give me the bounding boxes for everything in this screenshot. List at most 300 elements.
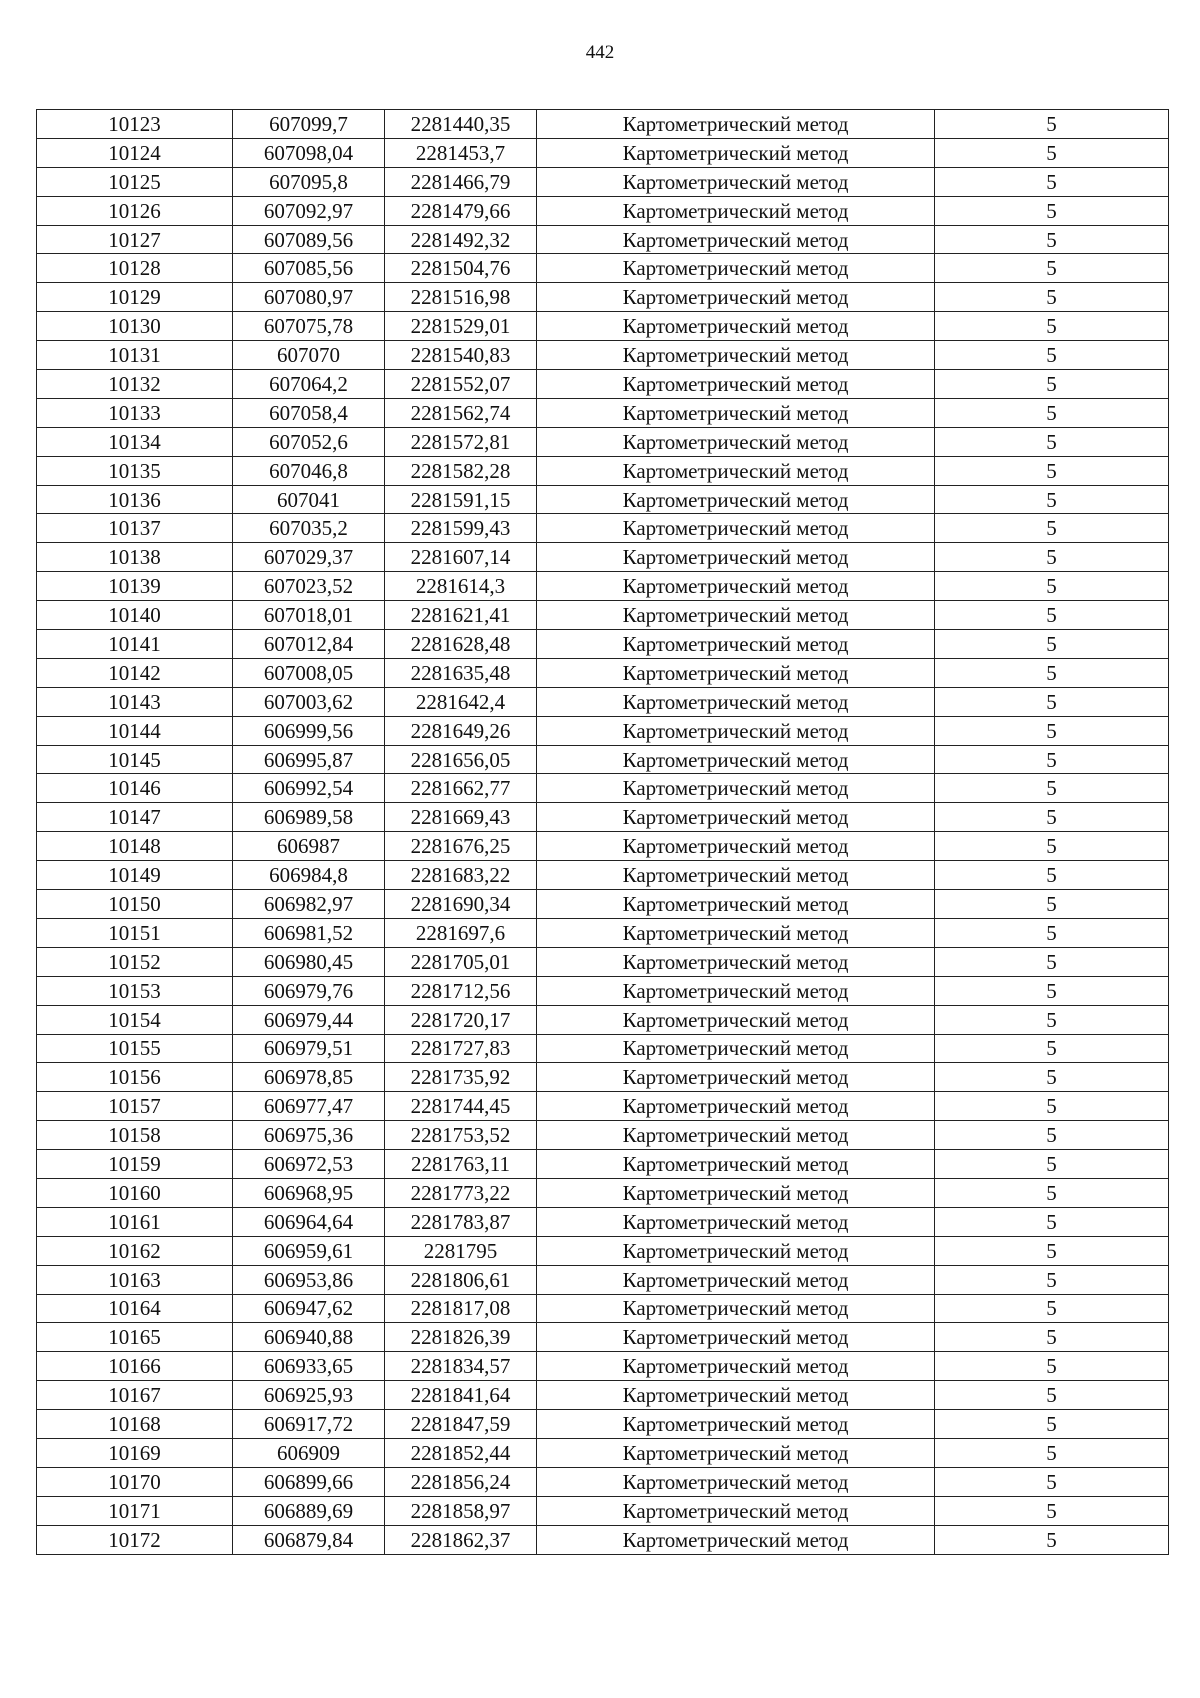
point-number-cell: 10160 [37, 1178, 233, 1207]
x-coordinate-cell: 607075,78 [233, 312, 385, 341]
table-row [37, 890, 1169, 919]
method-cell: Картометрический метод [537, 427, 935, 456]
table-row [37, 1236, 1169, 1265]
table-row [37, 687, 1169, 716]
point-number-cell: 10134 [37, 427, 233, 456]
y-coordinate-cell: 2281599,43 [385, 514, 537, 543]
method-cell: Картометрический метод [537, 861, 935, 890]
accuracy-cell: 5 [935, 1236, 1169, 1265]
point-number-cell: 10145 [37, 745, 233, 774]
method-cell: Картометрический метод [537, 1381, 935, 1410]
point-number-cell: 10128 [37, 254, 233, 283]
x-coordinate-cell: 606947,62 [233, 1294, 385, 1323]
y-coordinate-cell: 2281847,59 [385, 1410, 537, 1439]
point-number-cell: 10123 [37, 110, 233, 139]
table-row [37, 110, 1169, 139]
point-number-cell: 10161 [37, 1207, 233, 1236]
x-coordinate-cell: 606940,88 [233, 1323, 385, 1352]
table-row [37, 572, 1169, 601]
table-row [37, 196, 1169, 225]
x-coordinate-cell: 606979,51 [233, 1034, 385, 1063]
y-coordinate-cell: 2281826,39 [385, 1323, 537, 1352]
table-row [37, 225, 1169, 254]
accuracy-cell: 5 [935, 774, 1169, 803]
x-coordinate-cell: 607046,8 [233, 456, 385, 485]
method-cell: Картометрический метод [537, 630, 935, 659]
table-row [37, 774, 1169, 803]
method-cell: Картометрический метод [537, 832, 935, 861]
point-number-cell: 10127 [37, 225, 233, 254]
table-row [37, 514, 1169, 543]
y-coordinate-cell: 2281453,7 [385, 138, 537, 167]
point-number-cell: 10157 [37, 1092, 233, 1121]
point-number-cell: 10164 [37, 1294, 233, 1323]
method-cell: Картометрический метод [537, 1352, 935, 1381]
point-number-cell: 10171 [37, 1496, 233, 1525]
y-coordinate-cell: 2281529,01 [385, 312, 537, 341]
method-cell: Картометрический метод [537, 1207, 935, 1236]
table-row [37, 1150, 1169, 1179]
table-row [37, 1438, 1169, 1467]
accuracy-cell: 5 [935, 398, 1169, 427]
x-coordinate-cell: 607023,52 [233, 572, 385, 601]
table-row [37, 832, 1169, 861]
method-cell: Картометрический метод [537, 1294, 935, 1323]
accuracy-cell: 5 [935, 370, 1169, 399]
table-row [37, 1352, 1169, 1381]
method-cell: Картометрический метод [537, 1178, 935, 1207]
y-coordinate-cell: 2281552,07 [385, 370, 537, 399]
accuracy-cell: 5 [935, 110, 1169, 139]
y-coordinate-cell: 2281582,28 [385, 456, 537, 485]
accuracy-cell: 5 [935, 1150, 1169, 1179]
table-row [37, 254, 1169, 283]
y-coordinate-cell: 2281744,45 [385, 1092, 537, 1121]
table-row [37, 947, 1169, 976]
point-number-cell: 10135 [37, 456, 233, 485]
y-coordinate-cell: 2281806,61 [385, 1265, 537, 1294]
table-row [37, 341, 1169, 370]
x-coordinate-cell: 607070 [233, 341, 385, 370]
y-coordinate-cell: 2281834,57 [385, 1352, 537, 1381]
point-number-cell: 10163 [37, 1265, 233, 1294]
accuracy-cell: 5 [935, 947, 1169, 976]
accuracy-cell: 5 [935, 1178, 1169, 1207]
y-coordinate-cell: 2281614,3 [385, 572, 537, 601]
table-row [37, 658, 1169, 687]
accuracy-cell: 5 [935, 890, 1169, 919]
method-cell: Картометрический метод [537, 485, 935, 514]
accuracy-cell: 5 [935, 312, 1169, 341]
accuracy-cell: 5 [935, 485, 1169, 514]
point-number-cell: 10141 [37, 630, 233, 659]
method-cell: Картометрический метод [537, 283, 935, 312]
x-coordinate-cell: 606979,44 [233, 1005, 385, 1034]
accuracy-cell: 5 [935, 138, 1169, 167]
method-cell: Картометрический метод [537, 1236, 935, 1265]
method-cell: Картометрический метод [537, 774, 935, 803]
y-coordinate-cell: 2281753,52 [385, 1121, 537, 1150]
x-coordinate-cell: 606980,45 [233, 947, 385, 976]
y-coordinate-cell: 2281635,48 [385, 658, 537, 687]
method-cell: Картометрический метод [537, 1034, 935, 1063]
table-row [37, 1381, 1169, 1410]
table-row [37, 861, 1169, 890]
table-row [37, 427, 1169, 456]
x-coordinate-cell: 606989,58 [233, 803, 385, 832]
point-number-cell: 10150 [37, 890, 233, 919]
accuracy-cell: 5 [935, 341, 1169, 370]
method-cell: Картометрический метод [537, 947, 935, 976]
y-coordinate-cell: 2281705,01 [385, 947, 537, 976]
point-number-cell: 10170 [37, 1467, 233, 1496]
x-coordinate-cell: 606979,76 [233, 976, 385, 1005]
x-coordinate-cell: 606982,97 [233, 890, 385, 919]
accuracy-cell: 5 [935, 1381, 1169, 1410]
method-cell: Картометрический метод [537, 572, 935, 601]
accuracy-cell: 5 [935, 1063, 1169, 1092]
point-number-cell: 10146 [37, 774, 233, 803]
method-cell: Картометрический метод [537, 138, 935, 167]
table-row [37, 456, 1169, 485]
accuracy-cell: 5 [935, 1496, 1169, 1525]
x-coordinate-cell: 606953,86 [233, 1265, 385, 1294]
accuracy-cell: 5 [935, 167, 1169, 196]
point-number-cell: 10139 [37, 572, 233, 601]
accuracy-cell: 5 [935, 861, 1169, 890]
x-coordinate-cell: 607092,97 [233, 196, 385, 225]
y-coordinate-cell: 2281516,98 [385, 283, 537, 312]
y-coordinate-cell: 2281852,44 [385, 1438, 537, 1467]
y-coordinate-cell: 2281817,08 [385, 1294, 537, 1323]
x-coordinate-cell: 606981,52 [233, 918, 385, 947]
accuracy-cell: 5 [935, 601, 1169, 630]
table-row [37, 803, 1169, 832]
y-coordinate-cell: 2281712,56 [385, 976, 537, 1005]
y-coordinate-cell: 2281795 [385, 1236, 537, 1265]
y-coordinate-cell: 2281466,79 [385, 167, 537, 196]
table-row [37, 1063, 1169, 1092]
point-number-cell: 10156 [37, 1063, 233, 1092]
x-coordinate-cell: 607080,97 [233, 283, 385, 312]
x-coordinate-cell: 607003,62 [233, 687, 385, 716]
y-coordinate-cell: 2281862,37 [385, 1525, 537, 1554]
x-coordinate-cell: 606977,47 [233, 1092, 385, 1121]
table-row [37, 630, 1169, 659]
table-row [37, 138, 1169, 167]
method-cell: Картометрический метод [537, 803, 935, 832]
point-number-cell: 10140 [37, 601, 233, 630]
method-cell: Картометрический метод [537, 1121, 935, 1150]
point-number-cell: 10137 [37, 514, 233, 543]
point-number-cell: 10159 [37, 1150, 233, 1179]
table-row [37, 1410, 1169, 1439]
point-number-cell: 10125 [37, 167, 233, 196]
y-coordinate-cell: 2281683,22 [385, 861, 537, 890]
method-cell: Картометрический метод [537, 918, 935, 947]
table-row [37, 918, 1169, 947]
table-row [37, 1005, 1169, 1034]
method-cell: Картометрический метод [537, 196, 935, 225]
table-row [37, 167, 1169, 196]
point-number-cell: 10136 [37, 485, 233, 514]
table-row [37, 1207, 1169, 1236]
y-coordinate-cell: 2281628,48 [385, 630, 537, 659]
accuracy-cell: 5 [935, 1352, 1169, 1381]
y-coordinate-cell: 2281727,83 [385, 1034, 537, 1063]
y-coordinate-cell: 2281783,87 [385, 1207, 537, 1236]
x-coordinate-cell: 607095,8 [233, 167, 385, 196]
method-cell: Картометрический метод [537, 687, 935, 716]
table-row [37, 398, 1169, 427]
point-number-cell: 10165 [37, 1323, 233, 1352]
method-cell: Картометрический метод [537, 658, 935, 687]
method-cell: Картометрический метод [537, 1438, 935, 1467]
x-coordinate-cell: 606984,8 [233, 861, 385, 890]
point-number-cell: 10152 [37, 947, 233, 976]
point-number-cell: 10129 [37, 283, 233, 312]
x-coordinate-cell: 607085,56 [233, 254, 385, 283]
accuracy-cell: 5 [935, 658, 1169, 687]
x-coordinate-cell: 606999,56 [233, 716, 385, 745]
x-coordinate-cell: 607029,37 [233, 543, 385, 572]
method-cell: Картометрический метод [537, 1063, 935, 1092]
x-coordinate-cell: 606972,53 [233, 1150, 385, 1179]
y-coordinate-cell: 2281735,92 [385, 1063, 537, 1092]
point-number-cell: 10148 [37, 832, 233, 861]
table-row [37, 1525, 1169, 1554]
accuracy-cell: 5 [935, 1121, 1169, 1150]
point-number-cell: 10158 [37, 1121, 233, 1150]
x-coordinate-cell: 607008,05 [233, 658, 385, 687]
method-cell: Картометрический метод [537, 1092, 935, 1121]
x-coordinate-cell: 607098,04 [233, 138, 385, 167]
accuracy-cell: 5 [935, 716, 1169, 745]
x-coordinate-cell: 607018,01 [233, 601, 385, 630]
point-number-cell: 10130 [37, 312, 233, 341]
table-row [37, 1496, 1169, 1525]
accuracy-cell: 5 [935, 543, 1169, 572]
point-number-cell: 10172 [37, 1525, 233, 1554]
x-coordinate-cell: 607099,7 [233, 110, 385, 139]
y-coordinate-cell: 2281621,41 [385, 601, 537, 630]
accuracy-cell: 5 [935, 572, 1169, 601]
x-coordinate-cell: 607064,2 [233, 370, 385, 399]
point-number-cell: 10162 [37, 1236, 233, 1265]
accuracy-cell: 5 [935, 630, 1169, 659]
x-coordinate-cell: 606925,93 [233, 1381, 385, 1410]
method-cell: Картометрический метод [537, 976, 935, 1005]
accuracy-cell: 5 [935, 254, 1169, 283]
y-coordinate-cell: 2281720,17 [385, 1005, 537, 1034]
x-coordinate-cell: 607089,56 [233, 225, 385, 254]
accuracy-cell: 5 [935, 514, 1169, 543]
table-row [37, 283, 1169, 312]
accuracy-cell: 5 [935, 745, 1169, 774]
accuracy-cell: 5 [935, 427, 1169, 456]
y-coordinate-cell: 2281841,64 [385, 1381, 537, 1410]
point-number-cell: 10142 [37, 658, 233, 687]
accuracy-cell: 5 [935, 1265, 1169, 1294]
method-cell: Картометрический метод [537, 716, 935, 745]
table-row [37, 1092, 1169, 1121]
x-coordinate-cell: 606917,72 [233, 1410, 385, 1439]
x-coordinate-cell: 607052,6 [233, 427, 385, 456]
table-row [37, 312, 1169, 341]
method-cell: Картометрический метод [537, 1467, 935, 1496]
coordinates-table [36, 109, 1169, 1555]
point-number-cell: 10147 [37, 803, 233, 832]
x-coordinate-cell: 606995,87 [233, 745, 385, 774]
y-coordinate-cell: 2281649,26 [385, 716, 537, 745]
accuracy-cell: 5 [935, 456, 1169, 485]
method-cell: Картометрический метод [537, 601, 935, 630]
table-row [37, 1034, 1169, 1063]
method-cell: Картометрический метод [537, 167, 935, 196]
method-cell: Картометрический метод [537, 456, 935, 485]
table-row [37, 1265, 1169, 1294]
method-cell: Картометрический метод [537, 225, 935, 254]
x-coordinate-cell: 607035,2 [233, 514, 385, 543]
accuracy-cell: 5 [935, 283, 1169, 312]
method-cell: Картометрический метод [537, 514, 935, 543]
point-number-cell: 10131 [37, 341, 233, 370]
method-cell: Картометрический метод [537, 890, 935, 919]
accuracy-cell: 5 [935, 196, 1169, 225]
point-number-cell: 10126 [37, 196, 233, 225]
point-number-cell: 10167 [37, 1381, 233, 1410]
table-row [37, 1294, 1169, 1323]
table-row [37, 370, 1169, 399]
method-cell: Картометрический метод [537, 398, 935, 427]
x-coordinate-cell: 606933,65 [233, 1352, 385, 1381]
table-row [37, 745, 1169, 774]
point-number-cell: 10138 [37, 543, 233, 572]
y-coordinate-cell: 2281540,83 [385, 341, 537, 370]
point-number-cell: 10133 [37, 398, 233, 427]
accuracy-cell: 5 [935, 1467, 1169, 1496]
point-number-cell: 10168 [37, 1410, 233, 1439]
y-coordinate-cell: 2281773,22 [385, 1178, 537, 1207]
accuracy-cell: 5 [935, 1005, 1169, 1034]
method-cell: Картометрический метод [537, 1150, 935, 1179]
point-number-cell: 10144 [37, 716, 233, 745]
table-row [37, 485, 1169, 514]
page-number: 442 [585, 42, 615, 63]
x-coordinate-cell: 606899,66 [233, 1467, 385, 1496]
x-coordinate-cell: 606975,36 [233, 1121, 385, 1150]
accuracy-cell: 5 [935, 1410, 1169, 1439]
x-coordinate-cell: 606909 [233, 1438, 385, 1467]
accuracy-cell: 5 [935, 1207, 1169, 1236]
point-number-cell: 10143 [37, 687, 233, 716]
x-coordinate-cell: 607041 [233, 485, 385, 514]
y-coordinate-cell: 2281856,24 [385, 1467, 537, 1496]
method-cell: Картометрический метод [537, 1525, 935, 1554]
method-cell: Картометрический метод [537, 1410, 935, 1439]
method-cell: Картометрический метод [537, 745, 935, 774]
coordinates-table-body [37, 110, 1169, 1555]
accuracy-cell: 5 [935, 832, 1169, 861]
x-coordinate-cell: 606978,85 [233, 1063, 385, 1092]
y-coordinate-cell: 2281504,76 [385, 254, 537, 283]
point-number-cell: 10154 [37, 1005, 233, 1034]
y-coordinate-cell: 2281479,66 [385, 196, 537, 225]
accuracy-cell: 5 [935, 803, 1169, 832]
accuracy-cell: 5 [935, 976, 1169, 1005]
x-coordinate-cell: 606992,54 [233, 774, 385, 803]
point-number-cell: 10151 [37, 918, 233, 947]
table-row [37, 1467, 1169, 1496]
y-coordinate-cell: 2281763,11 [385, 1150, 537, 1179]
accuracy-cell: 5 [935, 1092, 1169, 1121]
table-row [37, 976, 1169, 1005]
x-coordinate-cell: 607012,84 [233, 630, 385, 659]
y-coordinate-cell: 2281607,14 [385, 543, 537, 572]
point-number-cell: 10132 [37, 370, 233, 399]
y-coordinate-cell: 2281858,97 [385, 1496, 537, 1525]
x-coordinate-cell: 606964,64 [233, 1207, 385, 1236]
y-coordinate-cell: 2281676,25 [385, 832, 537, 861]
accuracy-cell: 5 [935, 1034, 1169, 1063]
x-coordinate-cell: 606987 [233, 832, 385, 861]
method-cell: Картометрический метод [537, 1323, 935, 1352]
y-coordinate-cell: 2281440,35 [385, 110, 537, 139]
accuracy-cell: 5 [935, 1525, 1169, 1554]
method-cell: Картометрический метод [537, 254, 935, 283]
accuracy-cell: 5 [935, 687, 1169, 716]
table-row [37, 543, 1169, 572]
method-cell: Картометрический метод [537, 110, 935, 139]
table-row [37, 1323, 1169, 1352]
x-coordinate-cell: 606959,61 [233, 1236, 385, 1265]
y-coordinate-cell: 2281656,05 [385, 745, 537, 774]
point-number-cell: 10166 [37, 1352, 233, 1381]
y-coordinate-cell: 2281492,32 [385, 225, 537, 254]
accuracy-cell: 5 [935, 225, 1169, 254]
accuracy-cell: 5 [935, 1294, 1169, 1323]
method-cell: Картометрический метод [537, 1496, 935, 1525]
point-number-cell: 10153 [37, 976, 233, 1005]
y-coordinate-cell: 2281662,77 [385, 774, 537, 803]
table-row [37, 716, 1169, 745]
accuracy-cell: 5 [935, 1438, 1169, 1467]
method-cell: Картометрический метод [537, 312, 935, 341]
method-cell: Картометрический метод [537, 1005, 935, 1034]
point-number-cell: 10169 [37, 1438, 233, 1467]
y-coordinate-cell: 2281697,6 [385, 918, 537, 947]
accuracy-cell: 5 [935, 918, 1169, 947]
x-coordinate-cell: 606968,95 [233, 1178, 385, 1207]
x-coordinate-cell: 606889,69 [233, 1496, 385, 1525]
point-number-cell: 10149 [37, 861, 233, 890]
y-coordinate-cell: 2281562,74 [385, 398, 537, 427]
point-number-cell: 10155 [37, 1034, 233, 1063]
y-coordinate-cell: 2281572,81 [385, 427, 537, 456]
x-coordinate-cell: 606879,84 [233, 1525, 385, 1554]
point-number-cell: 10124 [37, 138, 233, 167]
y-coordinate-cell: 2281591,15 [385, 485, 537, 514]
method-cell: Картометрический метод [537, 543, 935, 572]
method-cell: Картометрический метод [537, 341, 935, 370]
table-row [37, 1121, 1169, 1150]
y-coordinate-cell: 2281642,4 [385, 687, 537, 716]
y-coordinate-cell: 2281690,34 [385, 890, 537, 919]
y-coordinate-cell: 2281669,43 [385, 803, 537, 832]
accuracy-cell: 5 [935, 1323, 1169, 1352]
table-row [37, 601, 1169, 630]
method-cell: Картометрический метод [537, 370, 935, 399]
